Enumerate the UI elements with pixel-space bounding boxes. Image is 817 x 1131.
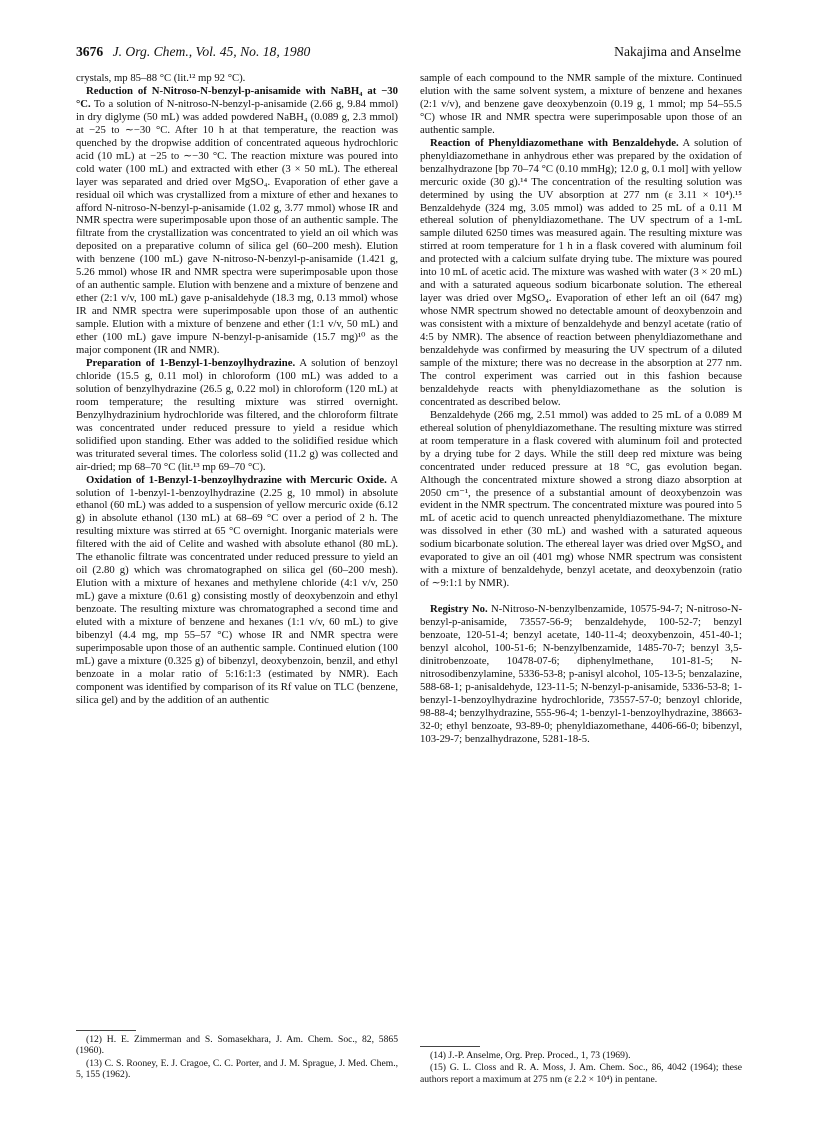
paragraph-continuation: sample of each compound to the NMR sample of the mixture. Continued elution with the same solvent system, a mixture of benzene and hexanes (2:1 v/v), and benzene gave deoxybenzoin (0.19 g, 1 mmol; mp 54–55.5 °C) whose IR and NMR spectra were superimposable upon those of an authentic sample. [420, 72, 742, 136]
section-heading: Oxidation of 1-Benzyl-1-benzoylhydrazine with Mercuric Oxide. [86, 473, 387, 486]
paragraph-oxidation [76, 474, 398, 707]
paragraph-phenyldiazomethane [420, 137, 742, 409]
registry-heading: Registry No. [430, 603, 488, 616]
section-heading: Preparation of 1-Benzyl-1-benzoylhydrazine. [86, 356, 296, 369]
paragraph-body: A solution of 1-benzyl-1-benzoylhydrazine (2.25 g, 10 mmol) in absolute ethanol (60 mL) was added to a suspension of yellow mercuric oxide (6.12 g) in absolute ethanol (130 mL) at 68–69 °C over a period of 2 h. The resulting mixture was stirred at 65 °C overnight. Inorganic materials were filtered with the aid of Celite and washed with absolute ethanol (80 mL). The ethanolic filtrate was concentrated under reduced pressure to yield an oil (2.80 g) which was chromatographed on silica gel (60–200 mesh). Elution with a mixture of hexanes and methylene chloride (4:1 v/v, 250 mL) gave a mixture (0.61 g) consisting mostly of deoxybenzoin and ethyl benzoate. The resulting mixture was chromatographed a second time and eluted with a mixture of benzene and hexanes (1:1 v/v, 60 mL) to give bibenzyl (4.4 mg, mp 55–57 °C) whose IR and NMR spectra were superimposable upon those of an authentic sample. Continued elution (100 mL) gave a mixture (0.325 g) of bibenzyl, deoxybenzoin, benzil, and ethyl benzoate in a molar ratio of 5:16:1:3 (estimated by NMR). Each component was identified by comparison of its Rf value on TLC (benzene, silica gel) and by the addition of an authentic [76, 473, 398, 706]
footnote-divider-right [420, 1046, 480, 1047]
footnote-15: (15) G. L. Closs and R. A. Moss, J. Am. Chem. Soc., 86, 4042 (1964); these authors report a maximum at 275 nm (ε 2.2 × 10⁴) in pentane. [420, 1062, 742, 1085]
section-heading: Reaction of Phenyldiazomethane with Benzaldehyde. [430, 136, 679, 149]
running-header [76, 43, 741, 61]
header-left [76, 43, 310, 61]
registry-numbers [420, 603, 742, 745]
paragraph-nabh4-reduction [76, 85, 398, 357]
paragraph-body: A solution of phenyldiazomethane in anhydrous ether was prepared by the oxidation of benzalhydrazone [bp 70–74 °C (0.10 mmHg); 12.0 g, 0.1 mol] with yellow mercuric oxide (30 g).¹⁴ The concentration of the resulting solution was determined by using the UV absorption at 277 nm (ε 3.11 × 10⁴).¹⁵ Benzaldehyde (324 mg, 3.05 mmol) was added to 25 mL of a 0.11 M ethereal solution of phenyldiazomethane. The UV spectrum of a 1-mL sample diluted 6250 times was measured again. The resulting mixture was stirred at room temperature for 1 h in a flask covered with aluminum foil and protected with a calcium sulfate drying tube. The mixture was poured into 10 mL of acetic acid. The mixture was washed with water (3 × 20 mL) and with a saturated aqueous sodium bicarbonate solution. The ethereal layer was dried over MgSO₄. Evaporation of ether left an oil (647 mg) whose NMR spectrum showed no detectable amount of deoxybenzoin and was consistent with a mixture of benzaldehyde and benzyl acetate (ratio of 4:5 by NMR). The absence of reaction between phenyldiazomethane and benzaldehyde was confirmed by measuring the UV spectrum of a diluted sample of the mixture; there was no decrease in the absorption at 277 nm. The control experiment was carried out in this fashion because benzaldehyde reacts with phenyldiazomethane as the solution is concentrated as described below. [420, 136, 742, 408]
footnote-14: (14) J.-P. Anselme, Org. Prep. Proced., 1, 73 (1969). [430, 1050, 631, 1061]
paragraph-continuation: crystals, mp 85–88 °C (lit.¹² mp 92 °C). [76, 72, 246, 84]
paragraph-preparation [76, 357, 398, 474]
footnotes-right [420, 1050, 742, 1086]
footnotes-left [76, 1034, 398, 1082]
paragraph-body: A solution of benzoyl chloride (15.5 g, 0.11 mol) in chloroform (100 mL) was added to a solution of benzylhydrazine (26.5 g, 0.22 mol) in chloroform (120 mL) at room temperature; the resulting mixture was stirred overnight. Benzylhydrazinium hydrochloride was filtered, and the chloroform filtrate was concentrated under reduced pressure to yield a residue which solidified upon standing. Ether was added to the solidified residue which was triturated several times. The colorless solid (11.2 g) was collected and air-dried; mp 68–70 °C (lit.¹³ mp 69–70 °C). [76, 356, 398, 473]
footnote-divider-left [76, 1030, 136, 1031]
registry-body: N-Nitroso-N-benzylbenzamide, 10575-94-7; N-nitroso-N-benzyl-p-anisamide, 73557-56-9; benzaldehyde, 100-52-7; benzyl benzoate, 120-51-4; benzyl acetate, 140-11-4; deoxybenzoin, 451-40-1; benzyl alcohol, 100-51-6; N-benzylbenzamide, 1485-70-7; benzyl 3,5-dinitrobenzoate, 10478-07-6; diphenylmethane, 101-81-5; N-nitrosodibenzylamine, 5336-53-8; p-anisyl alcohol, 105-13-5; benzalazine, 588-68-1; p-anisaldehyde, 123-11-5; N-benzyl-p-anisamide, 5336-53-8; 1-benzyl-1-benzoylhydrazine hydrochloride, 73557-57-0; benzoyl chloride, 98-88-4; benzylhydrazine, 555-96-4; 1-benzyl-1-benzoylhydrazine, 38663-32-0; ethyl benzoate, 93-89-0; phenyldiazomethane, 4406-66-0; bibenzyl, 103-29-7; benzalhydrazone, 5281-18-5. [420, 603, 742, 745]
journal-citation: J. Org. Chem., Vol. 45, No. 18, 1980 [112, 44, 311, 59]
footnote-13: (13) C. S. Rooney, E. J. Cragoe, C. C. Porter, and J. M. Sprague, J. Med. Chem., 5, 155 (1962). [76, 1057, 398, 1081]
left-column [76, 72, 398, 707]
paragraph-benzaldehyde: Benzaldehyde (266 mg, 2.51 mmol) was added to 25 mL of a 0.089 M ethereal solution of phenyldiazomethane. The resulting mixture was stirred at room temperature in a flask covered with aluminum foil and protected by a drying tube for 2 days. While the still deep red mixture was being concentrated under reduced pressure at 18 °C, gas evolution began. Although the concentrated mixture showed a strong diazo absorption at 2050 cm⁻¹, the presence of a substantial amount of deoxybenzoin was evident in the NMR spectrum. The concentrated mixture was poured into 5 mL of acetic acid to quench unreacted phenyldiazomethane. The mixture was dissolved in ether (30 mL) and washed with a saturated aqueous sodium bicarbonate solution. The ethereal layer was dried over MgSO₄ and evaporated to give an oil (401 mg) whose NMR spectrum was consistent with a mixture of benzaldehyde, benzyl acetate, and deoxybenzoin (ratio of ∼9:1:1 by NMR). [420, 408, 742, 590]
right-column [420, 72, 742, 746]
section-heading: Reduction of N-Nitroso-N-benzyl-p-anisamide with NaBH₄ at −30 °C. [76, 84, 398, 110]
footnote-12: (12) H. E. Zimmerman and S. Somasekhara, J. Am. Chem. Soc., 82, 5865 (1960). [76, 1034, 398, 1057]
header-authors: Nakajima and Anselme [614, 44, 741, 59]
page-number: 3676 [76, 44, 104, 59]
paragraph-body: To a solution of N-nitroso-N-benzyl-p-anisamide (2.66 g, 9.84 mmol) in dry diglyme (50 mL) was added powdered NaBH₄ (0.089 g, 2.3 mmol) at −25 to ∼−30 °C. After 10 h at that temperature, the reaction was quenched by the dropwise addition of concentrated aqueous hydrochloric acid (10 mL) at −25 to ∼−30 °C. The reaction mixture was poured into cold water (100 mL) and extracted with ether (3 × 50 mL). The ethereal layer was separated and dried over MgSO₄. Evaporation of ether gave a residual oil which was crystallized from a mixture of ether and hexanes to afford N-nitroso-N-benzyl-p-anisamide (1.02 g, 3.77 mmol) whose IR and NMR spectra were superimposable upon those of an authentic sample. The filtrate from the crystallization was concentrated to yield an oil which was deposited on a preparative column of silica gel (60–200 mesh). Elution with benzene (100 mL) gave N-nitroso-N-benzyl-p-anisamide (1.421 g, 5.26 mmol) whose IR and NMR spectra were superimposable upon those of an authentic sample. Elution with benzene and a mixture of benzene and ether (2:1 v/v, 100 mL) gave p-anisaldehyde (18.3 mg, 0.13 mmol) whose IR and NMR spectra were superimposable upon those of an authentic sample. Elution with a mixture of benzene and ether (1:1 v/v, 50 mL) and ether (100 mL) gave impure N-benzyl-p-anisamide (15.7 mg)¹⁰ as the major component (IR and NMR). [76, 97, 398, 357]
